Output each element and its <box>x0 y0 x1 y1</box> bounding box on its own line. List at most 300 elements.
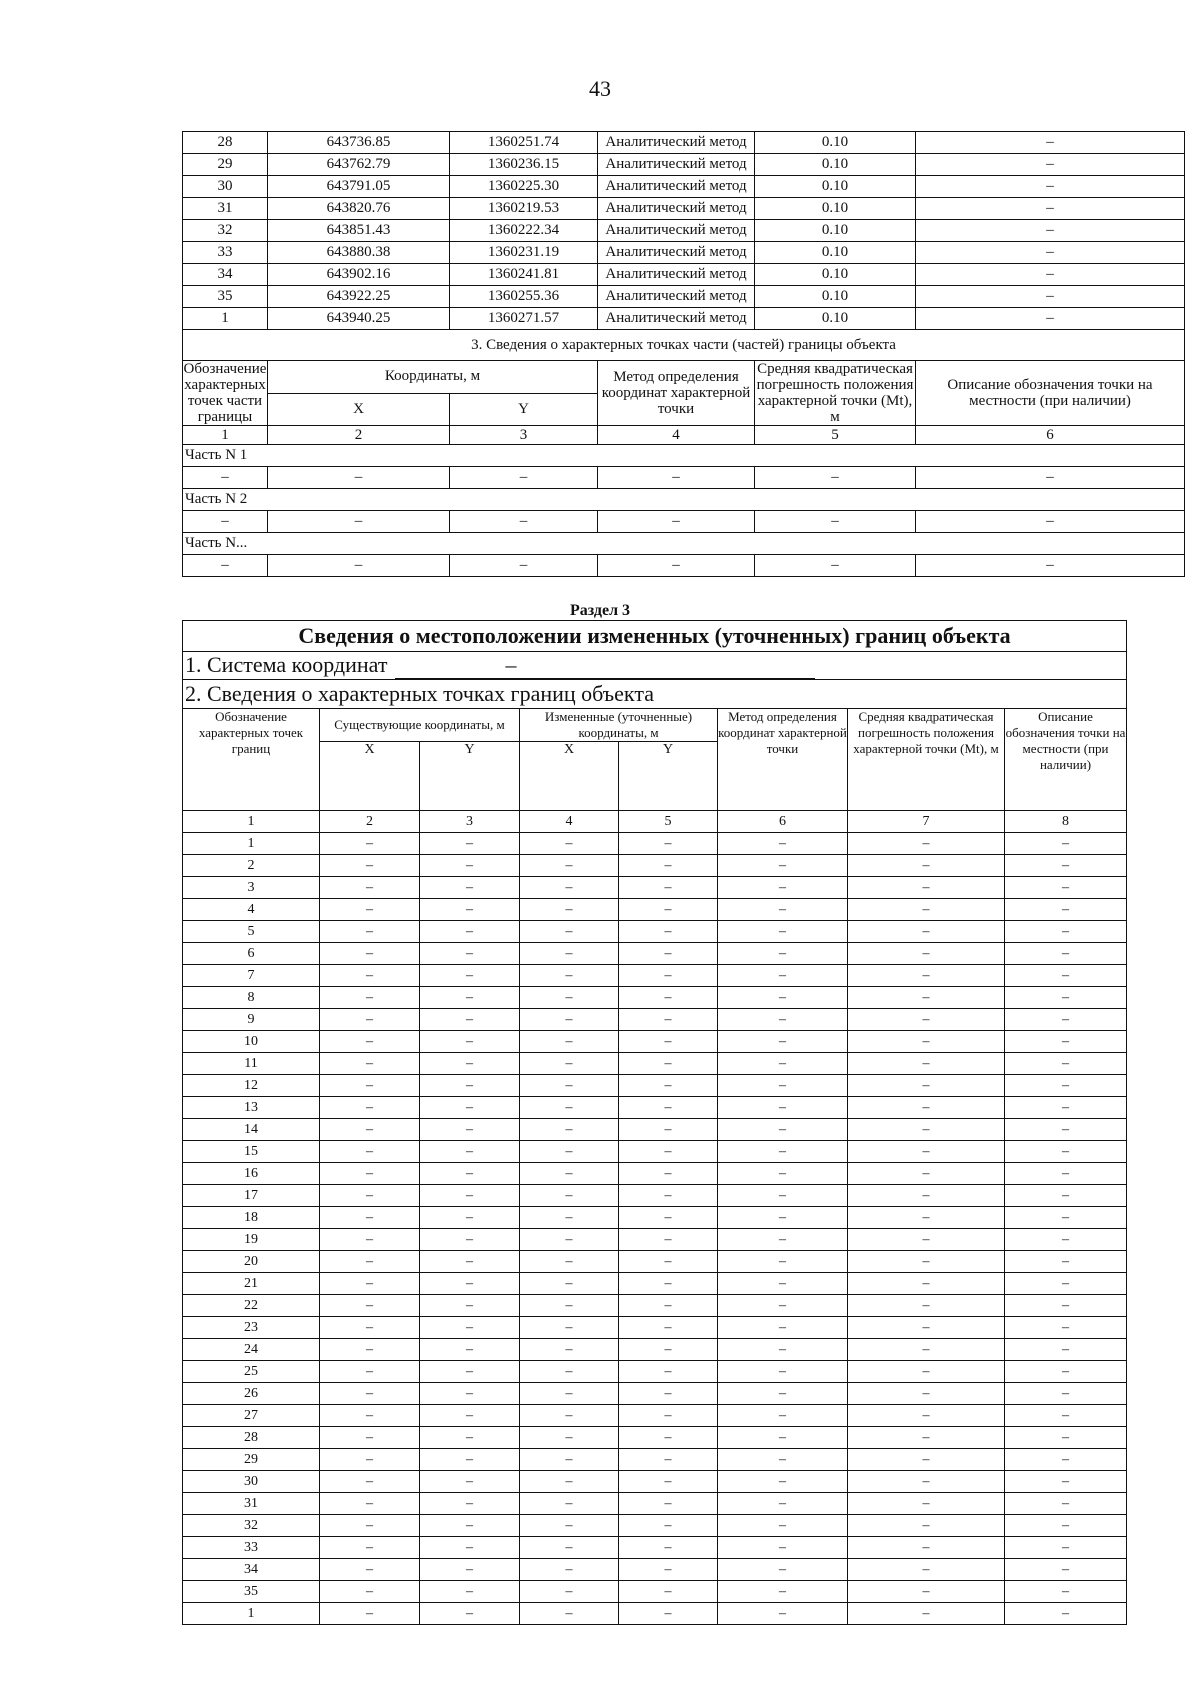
empty-value: – <box>619 1581 718 1603</box>
empty-value: – <box>619 1053 718 1075</box>
point-number: 10 <box>183 1031 320 1053</box>
column-number: 3 <box>420 811 520 833</box>
empty-value: – <box>520 1405 619 1427</box>
empty-value: – <box>420 1471 520 1493</box>
empty-value: – <box>848 965 1005 987</box>
error-mt: 0.10 <box>755 242 916 264</box>
empty-value: – <box>718 1581 848 1603</box>
empty-value: – <box>420 1141 520 1163</box>
empty-value: – <box>1005 1471 1127 1493</box>
empty-value: – <box>320 1097 420 1119</box>
table-row <box>183 1141 1127 1163</box>
header-coords: Координаты, м <box>268 361 598 394</box>
empty-value: – <box>619 921 718 943</box>
empty-value: – <box>520 1251 619 1273</box>
coord-system-value: – <box>395 652 815 679</box>
header-method: Метод определения координат характерной точки <box>598 361 755 426</box>
empty-value: – <box>420 943 520 965</box>
table-row <box>183 308 1185 330</box>
empty-value: – <box>718 1515 848 1537</box>
empty-value: – <box>320 1075 420 1097</box>
empty-value: – <box>320 855 420 877</box>
empty-value: – <box>619 1031 718 1053</box>
part-cell: – <box>268 511 450 533</box>
table-row <box>183 132 1185 154</box>
empty-value: – <box>718 1493 848 1515</box>
point-number: 13 <box>183 1097 320 1119</box>
empty-value: – <box>619 1009 718 1031</box>
table-row <box>183 921 1127 943</box>
point-number: 1 <box>183 1603 320 1625</box>
table-row <box>183 1097 1127 1119</box>
empty-value: – <box>420 1515 520 1537</box>
empty-value: – <box>1005 1009 1127 1031</box>
empty-value: – <box>718 1559 848 1581</box>
column-number: 2 <box>320 811 420 833</box>
empty-value: – <box>1005 1361 1127 1383</box>
point-number: 25 <box>183 1361 320 1383</box>
point-number: 9 <box>183 1009 320 1031</box>
empty-value: – <box>520 1229 619 1251</box>
empty-value: – <box>520 965 619 987</box>
empty-value: – <box>718 1009 848 1031</box>
empty-value: – <box>848 1141 1005 1163</box>
empty-value: – <box>520 1427 619 1449</box>
empty-value: – <box>1005 1031 1127 1053</box>
point-number: 4 <box>183 899 320 921</box>
empty-value: – <box>848 1229 1005 1251</box>
empty-value: – <box>619 1427 718 1449</box>
empty-value: – <box>718 1383 848 1405</box>
empty-value: – <box>320 1031 420 1053</box>
empty-value: – <box>520 877 619 899</box>
point-number: 8 <box>183 987 320 1009</box>
empty-value: – <box>1005 1559 1127 1581</box>
point-number: 31 <box>183 1493 320 1515</box>
empty-value: – <box>420 1251 520 1273</box>
empty-value: – <box>848 1119 1005 1141</box>
description: – <box>916 286 1185 308</box>
coord-x: 643902.16 <box>268 264 450 286</box>
empty-value: – <box>718 1053 848 1075</box>
empty-value: – <box>848 1053 1005 1075</box>
empty-value: – <box>520 1581 619 1603</box>
empty-value: – <box>420 1075 520 1097</box>
empty-value: – <box>420 1405 520 1427</box>
empty-value: – <box>848 1207 1005 1229</box>
table-row <box>183 1383 1127 1405</box>
empty-value: – <box>619 1317 718 1339</box>
empty-value: – <box>320 1185 420 1207</box>
empty-value: – <box>320 1229 420 1251</box>
column-number: 8 <box>1005 811 1127 833</box>
empty-value: – <box>619 1449 718 1471</box>
empty-value: – <box>848 1471 1005 1493</box>
empty-value: – <box>420 855 520 877</box>
empty-value: – <box>520 1119 619 1141</box>
empty-value: – <box>320 1317 420 1339</box>
table-row <box>183 1119 1127 1141</box>
empty-value: – <box>520 1537 619 1559</box>
table-row <box>183 1581 1127 1603</box>
empty-value: – <box>718 921 848 943</box>
empty-value: – <box>848 987 1005 1009</box>
empty-value: – <box>1005 1141 1127 1163</box>
table-row <box>183 1251 1127 1273</box>
empty-value: – <box>848 1163 1005 1185</box>
empty-value: – <box>619 1273 718 1295</box>
method: Аналитический метод <box>598 154 755 176</box>
point-number: 34 <box>183 1559 320 1581</box>
empty-value: – <box>848 1515 1005 1537</box>
part-cell: – <box>916 555 1185 577</box>
description: – <box>916 264 1185 286</box>
coord-x: 643791.05 <box>268 176 450 198</box>
column-number: 7 <box>848 811 1005 833</box>
empty-value: – <box>420 899 520 921</box>
empty-value: – <box>848 1317 1005 1339</box>
column-number: 5 <box>755 426 916 445</box>
coord-x: 643820.76 <box>268 198 450 220</box>
empty-value: – <box>320 1405 420 1427</box>
empty-value: – <box>848 1097 1005 1119</box>
part-cell: – <box>916 511 1185 533</box>
coord-system-row <box>183 652 1127 680</box>
empty-value: – <box>848 1075 1005 1097</box>
part-cell: – <box>450 511 598 533</box>
empty-value: – <box>718 1537 848 1559</box>
method: Аналитический метод <box>598 132 755 154</box>
header-existing: Существующие координаты, м <box>320 709 520 742</box>
empty-value: – <box>718 1273 848 1295</box>
part-cell: – <box>916 467 1185 489</box>
header-description: Описание обозначения точки на местности (при наличии) <box>916 361 1185 426</box>
empty-value: – <box>320 1273 420 1295</box>
empty-value: – <box>320 1383 420 1405</box>
empty-value: – <box>1005 1405 1127 1427</box>
table-row <box>183 1515 1127 1537</box>
error-mt: 0.10 <box>755 198 916 220</box>
point-number: 7 <box>183 965 320 987</box>
empty-value: – <box>320 1427 420 1449</box>
point-number: 33 <box>183 1537 320 1559</box>
point-number: 2 <box>183 855 320 877</box>
empty-value: – <box>420 1097 520 1119</box>
empty-value: – <box>1005 1207 1127 1229</box>
empty-value: – <box>619 1229 718 1251</box>
empty-value: – <box>718 1229 848 1251</box>
empty-value: – <box>848 921 1005 943</box>
column-number: 3 <box>450 426 598 445</box>
table-row <box>183 1361 1127 1383</box>
empty-value: – <box>848 1339 1005 1361</box>
coord-x: 643851.43 <box>268 220 450 242</box>
empty-value: – <box>420 1449 520 1471</box>
point-number: 28 <box>183 132 268 154</box>
part-cell: – <box>598 467 755 489</box>
empty-value: – <box>848 1559 1005 1581</box>
coord-system-label: 1. Система координат <box>185 652 388 677</box>
empty-value: – <box>1005 1515 1127 1537</box>
empty-value: – <box>520 1141 619 1163</box>
point-number: 3 <box>183 877 320 899</box>
table-row <box>183 154 1185 176</box>
empty-value: – <box>420 833 520 855</box>
table-row <box>183 1273 1127 1295</box>
empty-value: – <box>520 1339 619 1361</box>
table-row <box>183 899 1127 921</box>
header-x: X <box>520 742 619 811</box>
table-row <box>183 176 1185 198</box>
column-number: 4 <box>520 811 619 833</box>
header-error: Средняя квадратическая погрешность положения характерной точки (Mt), м <box>755 361 916 426</box>
empty-value: – <box>1005 899 1127 921</box>
empty-value: – <box>420 1207 520 1229</box>
empty-value: – <box>520 921 619 943</box>
point-number: 19 <box>183 1229 320 1251</box>
empty-value: – <box>520 1471 619 1493</box>
empty-value: – <box>1005 1383 1127 1405</box>
error-mt: 0.10 <box>755 154 916 176</box>
point-number: 1 <box>183 833 320 855</box>
empty-value: – <box>320 1163 420 1185</box>
empty-value: – <box>718 1603 848 1625</box>
empty-value: – <box>520 855 619 877</box>
empty-value: – <box>848 1603 1005 1625</box>
empty-value: – <box>1005 877 1127 899</box>
empty-value: – <box>420 1229 520 1251</box>
empty-value: – <box>619 1515 718 1537</box>
empty-value: – <box>420 1603 520 1625</box>
part-cell: – <box>183 555 268 577</box>
description: – <box>916 220 1185 242</box>
method: Аналитический метод <box>598 264 755 286</box>
table-row <box>183 943 1127 965</box>
part-cell: – <box>598 555 755 577</box>
empty-value: – <box>619 1163 718 1185</box>
header-y: Y <box>619 742 718 811</box>
table-row <box>183 1185 1127 1207</box>
part-cell: – <box>755 555 916 577</box>
point-number: 29 <box>183 1449 320 1471</box>
empty-value: – <box>848 1295 1005 1317</box>
empty-value: – <box>619 1141 718 1163</box>
coord-y: 1360271.57 <box>450 308 598 330</box>
empty-value: – <box>619 877 718 899</box>
table-row <box>183 1295 1127 1317</box>
empty-value: – <box>619 987 718 1009</box>
error-mt: 0.10 <box>755 308 916 330</box>
table-row <box>183 1207 1127 1229</box>
empty-value: – <box>718 1207 848 1229</box>
empty-value: – <box>1005 1295 1127 1317</box>
column-number: 6 <box>718 811 848 833</box>
empty-value: – <box>520 1031 619 1053</box>
empty-value: – <box>718 943 848 965</box>
empty-value: – <box>420 1119 520 1141</box>
empty-value: – <box>619 899 718 921</box>
point-number: 15 <box>183 1141 320 1163</box>
column-number: 1 <box>183 811 320 833</box>
empty-value: – <box>1005 1449 1127 1471</box>
header-error: Средняя квадратическая погрешность положения характерной точки (Mt), м <box>848 709 1005 811</box>
point-number: 5 <box>183 921 320 943</box>
empty-value: – <box>1005 1075 1127 1097</box>
table-row <box>183 1427 1127 1449</box>
empty-value: – <box>619 965 718 987</box>
empty-value: – <box>1005 1251 1127 1273</box>
table-row <box>183 1537 1127 1559</box>
description: – <box>916 176 1185 198</box>
empty-value: – <box>1005 855 1127 877</box>
empty-value: – <box>1005 1537 1127 1559</box>
point-number: 17 <box>183 1185 320 1207</box>
header-x: X <box>268 393 450 426</box>
empty-value: – <box>420 1031 520 1053</box>
table-row <box>183 1075 1127 1097</box>
empty-value: – <box>848 877 1005 899</box>
table-row <box>183 965 1127 987</box>
empty-value: – <box>718 1405 848 1427</box>
points-title: 2. Сведения о характерных точках границ объекта <box>183 680 1127 709</box>
point-number: 35 <box>183 286 268 308</box>
empty-value: – <box>420 1581 520 1603</box>
empty-value: – <box>848 1273 1005 1295</box>
empty-value: – <box>520 1053 619 1075</box>
empty-value: – <box>320 1515 420 1537</box>
table-row <box>183 264 1185 286</box>
table-row <box>183 1229 1127 1251</box>
empty-value: – <box>619 1119 718 1141</box>
empty-value: – <box>718 987 848 1009</box>
empty-value: – <box>718 1075 848 1097</box>
empty-value: – <box>848 1185 1005 1207</box>
empty-value: – <box>420 987 520 1009</box>
empty-value: – <box>320 1339 420 1361</box>
part-cell: – <box>183 511 268 533</box>
empty-value: – <box>320 877 420 899</box>
empty-value: – <box>848 1383 1005 1405</box>
empty-value: – <box>619 1559 718 1581</box>
empty-value: – <box>1005 1119 1127 1141</box>
empty-value: – <box>320 987 420 1009</box>
point-number: 31 <box>183 198 268 220</box>
empty-value: – <box>520 1295 619 1317</box>
empty-value: – <box>619 1339 718 1361</box>
empty-value: – <box>420 1163 520 1185</box>
empty-value: – <box>520 1163 619 1185</box>
empty-value: – <box>1005 1317 1127 1339</box>
empty-value: – <box>848 1251 1005 1273</box>
empty-value: – <box>619 1493 718 1515</box>
empty-value: – <box>320 943 420 965</box>
empty-value: – <box>848 833 1005 855</box>
coord-y: 1360236.15 <box>450 154 598 176</box>
empty-value: – <box>1005 1185 1127 1207</box>
header-description: Описание обозначения точки на местности (при наличии) <box>1005 709 1127 811</box>
table-row <box>183 242 1185 264</box>
coord-y: 1360225.30 <box>450 176 598 198</box>
page-number: 43 <box>589 76 611 101</box>
empty-value: – <box>718 1185 848 1207</box>
empty-value: – <box>718 877 848 899</box>
empty-value: – <box>718 1031 848 1053</box>
header-y: Y <box>450 393 598 426</box>
empty-value: – <box>320 1449 420 1471</box>
empty-value: – <box>848 943 1005 965</box>
empty-value: – <box>420 1427 520 1449</box>
table-row <box>183 1405 1127 1427</box>
empty-value: – <box>320 921 420 943</box>
empty-value: – <box>320 1207 420 1229</box>
coord-x: 643736.85 <box>268 132 450 154</box>
part-cell: – <box>183 467 268 489</box>
table-row <box>183 1559 1127 1581</box>
error-mt: 0.10 <box>755 286 916 308</box>
empty-value: – <box>848 899 1005 921</box>
section-title: 3. Сведения о характерных точках части (частей) границы объекта <box>183 330 1185 361</box>
empty-value: – <box>718 965 848 987</box>
empty-value: – <box>320 1603 420 1625</box>
empty-value: – <box>718 1449 848 1471</box>
point-number: 30 <box>183 176 268 198</box>
empty-value: – <box>718 1339 848 1361</box>
coord-x: 643880.38 <box>268 242 450 264</box>
description: – <box>916 242 1185 264</box>
coord-x: 643922.25 <box>268 286 450 308</box>
table-row <box>183 855 1127 877</box>
part-cell: – <box>598 511 755 533</box>
header-changed: Измененные (уточненные) координаты, м <box>520 709 718 742</box>
empty-value: – <box>320 1493 420 1515</box>
empty-value: – <box>718 833 848 855</box>
empty-value: – <box>420 1493 520 1515</box>
empty-value: – <box>520 943 619 965</box>
coord-x: 643762.79 <box>268 154 450 176</box>
empty-value: – <box>420 1361 520 1383</box>
part-label: Часть N 2 <box>183 489 1185 511</box>
column-number: 1 <box>183 426 268 445</box>
table-row <box>183 220 1185 242</box>
empty-value: – <box>718 1317 848 1339</box>
empty-value: – <box>619 1383 718 1405</box>
coord-y: 1360231.19 <box>450 242 598 264</box>
empty-value: – <box>420 1317 520 1339</box>
empty-value: – <box>718 899 848 921</box>
header-x: X <box>320 742 420 811</box>
table-row <box>183 1317 1127 1339</box>
empty-value: – <box>320 1581 420 1603</box>
empty-value: – <box>320 1053 420 1075</box>
empty-value: – <box>619 1185 718 1207</box>
empty-value: – <box>420 877 520 899</box>
table-row <box>183 987 1127 1009</box>
description: – <box>916 198 1185 220</box>
method: Аналитический метод <box>598 242 755 264</box>
empty-value: – <box>320 1295 420 1317</box>
header-y: Y <box>420 742 520 811</box>
point-number: 28 <box>183 1427 320 1449</box>
empty-value: – <box>848 1009 1005 1031</box>
table-row <box>183 1603 1127 1625</box>
empty-value: – <box>848 1581 1005 1603</box>
point-number: 32 <box>183 1515 320 1537</box>
table-row <box>183 1053 1127 1075</box>
empty-value: – <box>520 1207 619 1229</box>
point-number: 11 <box>183 1053 320 1075</box>
header-point: Обозначение характерных точек части границы <box>183 361 267 425</box>
empty-value: – <box>619 1251 718 1273</box>
